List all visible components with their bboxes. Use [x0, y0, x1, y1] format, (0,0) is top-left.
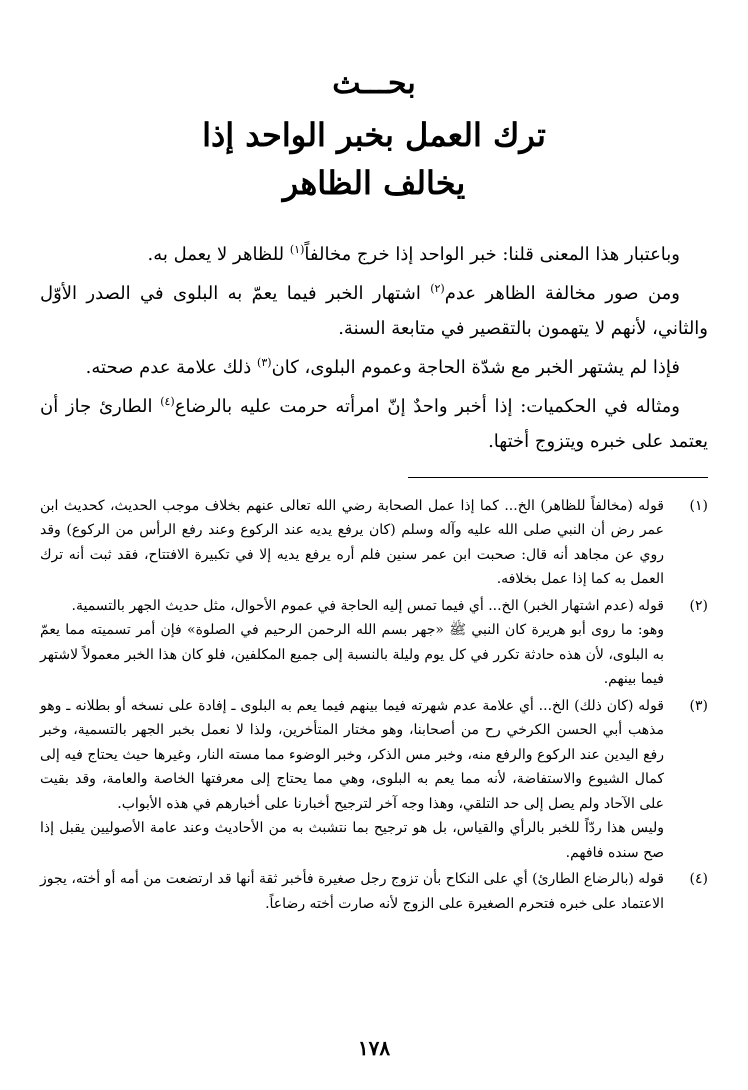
footnote-ref-4[interactable]: (٤)	[160, 394, 175, 408]
paragraph-2	[40, 276, 708, 346]
paragraph-text: فإذا لم يشتهر الخبر مع شدّة الحاجة وعموم البلوى، كان	[271, 356, 680, 378]
paragraph-3	[40, 350, 708, 385]
paragraph-1	[40, 237, 708, 272]
footnote-number: (٢)	[689, 597, 708, 614]
footnote-4	[40, 867, 708, 916]
footnotes	[40, 494, 708, 917]
footnote-body	[40, 867, 664, 916]
footnote-text: قوله (عدم اشتهار الخبر) الخ... أي فيما تمس إليه الحاجة في عموم الأحوال، مثل حديث الجهر بالتسمية.	[71, 597, 664, 614]
footnote-ref-3[interactable]: (٣)	[257, 355, 272, 369]
section-kicker: بحـــث	[332, 66, 416, 101]
footnote-text: وهو: ما روى أبو هريرة كان النبي ﷺ «جهر بسم الله الرحمن الرحيم في الصلوة» فإن أمر تسميته مما يعمّ به البلوى، لأن هذه حادثة تكرر في كل يوم وليلة بالنسبة إلى جميع المكلفين، فلو كان هذا الخبر معمولاً لاشتهر فيما بينهم.	[40, 622, 664, 688]
footnote-text: قوله (بالرضاع الطارئ) أي على النكاح بأن تزوج رجل صغيرة فأخبر ثقة أنها قد ارتضعت من أمه أو أخته، يجوز الاعتماد على خبره فتحرم الصغيرة على الزوج لأنه صارت أخته رضاعاً.	[40, 871, 664, 912]
footnote-text: قوله (كان ذلك) الخ... أي علامة عدم شهرته فيما بينهم فيما يعم به البلوى ـ إفادة على نسخه أو بطلانه ـ وهو مذهب أبي الحسن الكرخي رح من أصحابنا، وهو مختار المتأخرين، ولذا لا نعمل بخبر الجهر بالتسمية، وخبر رفع اليدين عند الركوع والرفع منه، وخبر مس الذكر، وخبر الوضوء مما مسته النار، وغيرها حيث يحتاج فيه إلى كمال الشيوع والاستفاضة، لأنه مما يعم به البلوى، وهي مما يحتاج إلى معرفتها الخاصة والعامة، وقد بقيت على الآحاد ولم يصل إلى حد التلقي، وهذا وجه آخر لترجيح أخبارنا على أخبارهم في هذه الأبواب.	[40, 697, 664, 812]
footnote-number: (٤)	[689, 871, 708, 888]
footnote-ref-1[interactable]: (١)	[289, 242, 305, 256]
footnote-number: (١)	[689, 497, 708, 514]
footnote-3	[40, 694, 708, 866]
footnote-body	[40, 494, 664, 592]
section-title-line-2: يخالف الظاهر	[282, 164, 466, 203]
section-title-line-1: ترك العمل بخبر الواحد إذا	[202, 116, 546, 154]
paragraph-text: الطارئ جاز أن يعتمد على خبره ويتزوج أختها.	[40, 395, 708, 452]
main-text	[40, 237, 708, 459]
footnote-1	[40, 494, 708, 592]
footnote-body	[40, 594, 664, 692]
footnote-divider	[408, 477, 708, 478]
paragraph-4	[40, 389, 708, 459]
paragraph-text: للظاهر لا يعمل به.	[147, 243, 290, 265]
footnote-text: قوله (مخالفاً للظاهر) الخ... كما إذا عمل الصحابة رضي الله تعالى عنهم بخلاف موجب الحديث، كحديث ابن عمر رض أن النبي صلى الله عليه وآله وسلم (كان يرفع يديه عند الركوع وعند رفع الرأس من الركوع) وقد روي عن مجاهد أنه قال: صحبت ابن عمر سنين فلم أره يرفع يديه إلا في تكبيرة الافتتاح، فقد ثبت أنه ترك العمل به كما إذا عمل بخلافه.	[40, 497, 664, 588]
document-page	[40, 0, 708, 1090]
footnote-number: (٣)	[689, 697, 708, 714]
footnote-2	[40, 594, 708, 692]
paragraph-text: وباعتبار هذا المعنى قلنا: خبر الواحد إذا خرج مخالفاً	[304, 243, 680, 265]
footnote-text: وليس هذا ردّاً للخبر بالرأي والقياس، بل هو ترجيح بما نتشبث به من الأحاديث وعند عامة الأصوليين يقبل إذا صح سنده فافهم.	[40, 820, 664, 861]
paragraph-text: ومثاله في الحكميات: إذا أخبر واحدٌ إنّ امرأته حرمت عليه بالرضاع	[174, 395, 680, 417]
paragraph-text: اشتهار الخبر فيما يعمّ به البلوى في الصدر الأوّل والثاني، لأنهم لا يتهمون بالتقصير في متابعة السنة.	[40, 282, 708, 339]
paragraph-text: ومن صور مخالفة الظاهر عدم	[444, 282, 680, 304]
footnote-ref-2[interactable]: (٢)	[430, 281, 445, 295]
footnote-body	[40, 694, 664, 866]
page-number: ١٧٨	[357, 1036, 391, 1060]
paragraph-text: ذلك علامة عدم صحته.	[85, 356, 258, 378]
